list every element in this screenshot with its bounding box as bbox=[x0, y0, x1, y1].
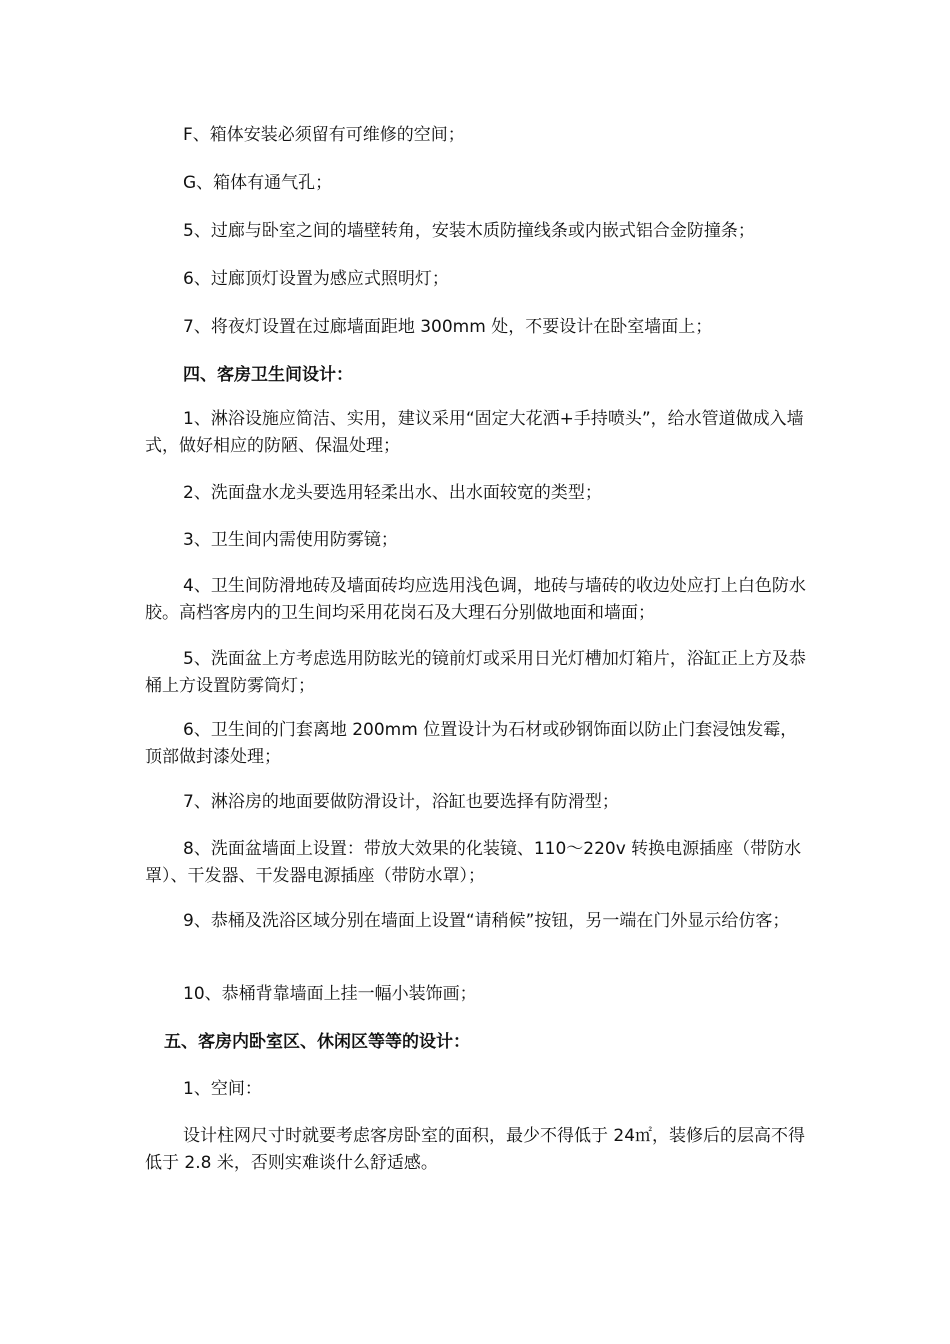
paragraph-bath-8: 8、洗面盆墙面上设置：带放大效果的化装镜、110～220v 转换电源插座（带防水罩）、干发器、干发器电源插座（带防水罩）； bbox=[145, 839, 802, 886]
section-heading-bathroom: 四、客房卫生间设计： bbox=[183, 365, 353, 385]
paragraph-bath-2: 2、洗面盘水龙头要选用轻柔出水、出水面较宽的类型； bbox=[183, 483, 602, 503]
paragraph-5-corridor-corner: 5、过廊与卧室之间的墙壁转角，安装木质防撞线条或内嵌式铝合金防撞条； bbox=[183, 221, 755, 241]
paragraph-space-1: 1、空间： bbox=[183, 1079, 262, 1099]
paragraph-bath-5: 5、洗面盆上方考虑选用防眩光的镜前灯或采用日光灯槽加灯箱片，浴缸正上方及恭桶上方设置防雾筒灯； bbox=[145, 649, 806, 696]
paragraph-bath-6: 6、卫生间的门套离地 200mm 位置设计为石材或砂钢饰面以防止门套浸蚀发霉，顶部做封漆处理； bbox=[145, 720, 798, 767]
paragraph-bath-9: 9、恭桶及洗浴区域分别在墙面上设置“请稍候”按钮，另一端在门外显示给仿客； bbox=[183, 911, 790, 931]
paragraph-g: G、箱体有通气孔； bbox=[183, 173, 333, 193]
section-heading-bedroom: 五、客房内卧室区、休闲区等等的设计： bbox=[164, 1032, 470, 1052]
paragraph-7-night-light: 7、将夜灯设置在过廊墙面距地 300mm 处，不要设计在卧室墙面上； bbox=[183, 317, 713, 337]
paragraph-space-text: 设计柱网尺寸时就要考虑客房卧室的面积，最少不得低于 24㎡，装修后的层高不得低于 2.8 米，否则实难谈什么舒适感。 bbox=[145, 1126, 806, 1173]
paragraph-f: F、箱体安装必须留有可维修的空间； bbox=[183, 125, 465, 145]
paragraph-bath-7: 7、淋浴房的地面要做防滑设计，浴缸也要选择有防滑型； bbox=[183, 792, 619, 812]
paragraph-6-corridor-light: 6、过廊顶灯设置为感应式照明灯； bbox=[183, 269, 449, 289]
paragraph-bath-1: 1、淋浴设施应简洁、实用，建议采用“固定大花洒+手持喷头”，给水管道做成入墙式，做好相应的防陋、保温处理； bbox=[145, 409, 804, 456]
paragraph-bath-4: 4、卫生间防滑地砖及墙面砖均应选用浅色调，地砖与墙砖的收边处应打上白色防水胶。高档客房内的卫生间均采用花岗石及大理石分别做地面和墙面； bbox=[145, 576, 806, 623]
paragraph-bath-3: 3、卫生间内需使用防雾镜； bbox=[183, 530, 398, 550]
paragraph-bath-10: 10、恭桶背靠墙面上挂一幅小装饰画； bbox=[183, 984, 477, 1004]
